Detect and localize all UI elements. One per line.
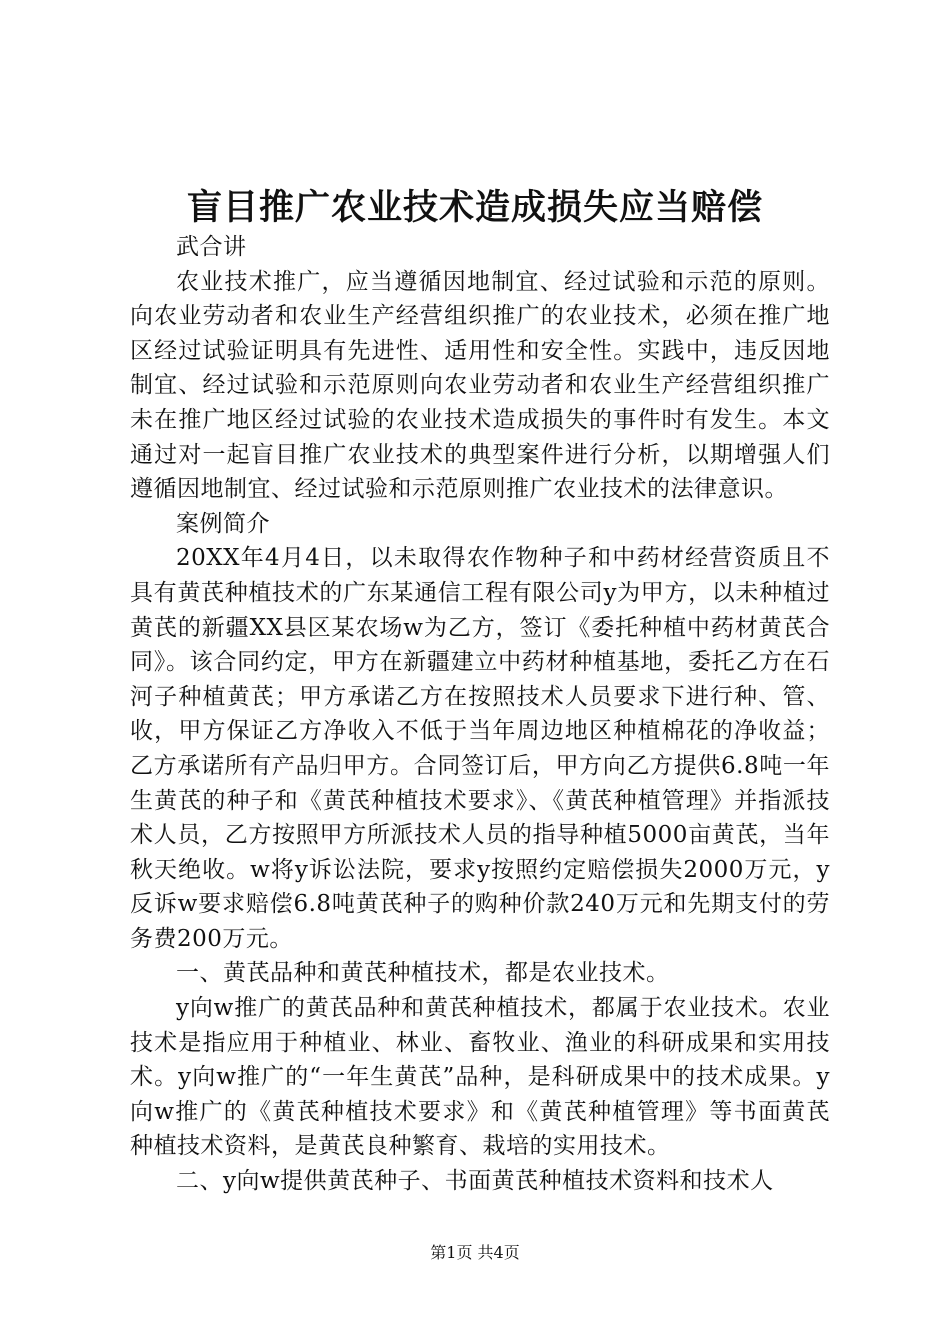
page-footer: 第1页 共4页 <box>430 1243 520 1262</box>
section-heading-two: 二、y向w提供黄芪种子、书面黄芪种植技术资料和技术人 <box>176 1168 774 1195</box>
document-body <box>130 230 830 1199</box>
case-paragraph: 20XX年4月4日，以未取得农作物种子和中药材经营资质且不具有黄芪种植技术的广东某通信工程有限公司y为甲方，以未种植过黄芪的新疆XX县区某农场w为乙方，签订《委托种植中药材黄芪合同》。该合同约定，甲方在新疆建立中药材种植基地，委托乙方在石河子种植黄芪；甲方承诺乙方在按照技术人员要求下进行种、管、收，甲方保证乙方净收入不低于当年周边地区种植棉花的净收益；乙方承诺所有产品归甲方。合同签订后，甲方向乙方提供6.8吨一年生黄芪的种子和《黄芪种植技术要求》、《黄芪种植管理》并指派技术人员，乙方按照甲方所派技术人员的指导种植5000亩黄芪，当年秋天绝收。w将y诉讼法院，要求y按照约定赔偿损失2000万元，y反诉w要求赔偿6.8吨黄芪种子的购种价款240万元和先期支付的劳务费200万元。 <box>130 545 830 952</box>
section-heading-case: 案例简介 <box>176 510 270 537</box>
intro-paragraph: 农业技术推广，应当遵循因地制宜、经过试验和示范的原则。向农业劳动者和农业生产经营组织推广的农业技术，必须在推广地区经过试验证明具有先进性、适用性和安全性。实践中，违反因地制宜、经过试验和示范原则向农业劳动者和农业生产经营组织推广未在推广地区经过试验的农业技术造成损失的事件时有发生。本文通过对一起盲目推广农业技术的典型案件进行分析，以期增强人们遵循因地制宜、经过试验和示范原则推广农业技术的法律意识。 <box>130 268 830 503</box>
section-heading-one: 一、黄芪品种和黄芪种植技术，都是农业技术。 <box>176 960 670 987</box>
section-one-paragraph: y向w推广的黄芪品种和黄芪种植技术，都属于农业技术。农业技术是指应用于种植业、林业、畜牧业、渔业的科研成果和实用技术。y向w推广的“一年生黄芪”品种，是科研成果中的技术成果。y向w推广的《黄芪种植技术要求》和《黄芪种植管理》等书面黄芪种植技术资料，是黄芪良种繁育、栽培的实用技术。 <box>130 995 830 1160</box>
document-title: 盲目推广农业技术造成损失应当赔偿 <box>186 188 763 228</box>
author-line: 武合讲 <box>176 234 247 260</box>
